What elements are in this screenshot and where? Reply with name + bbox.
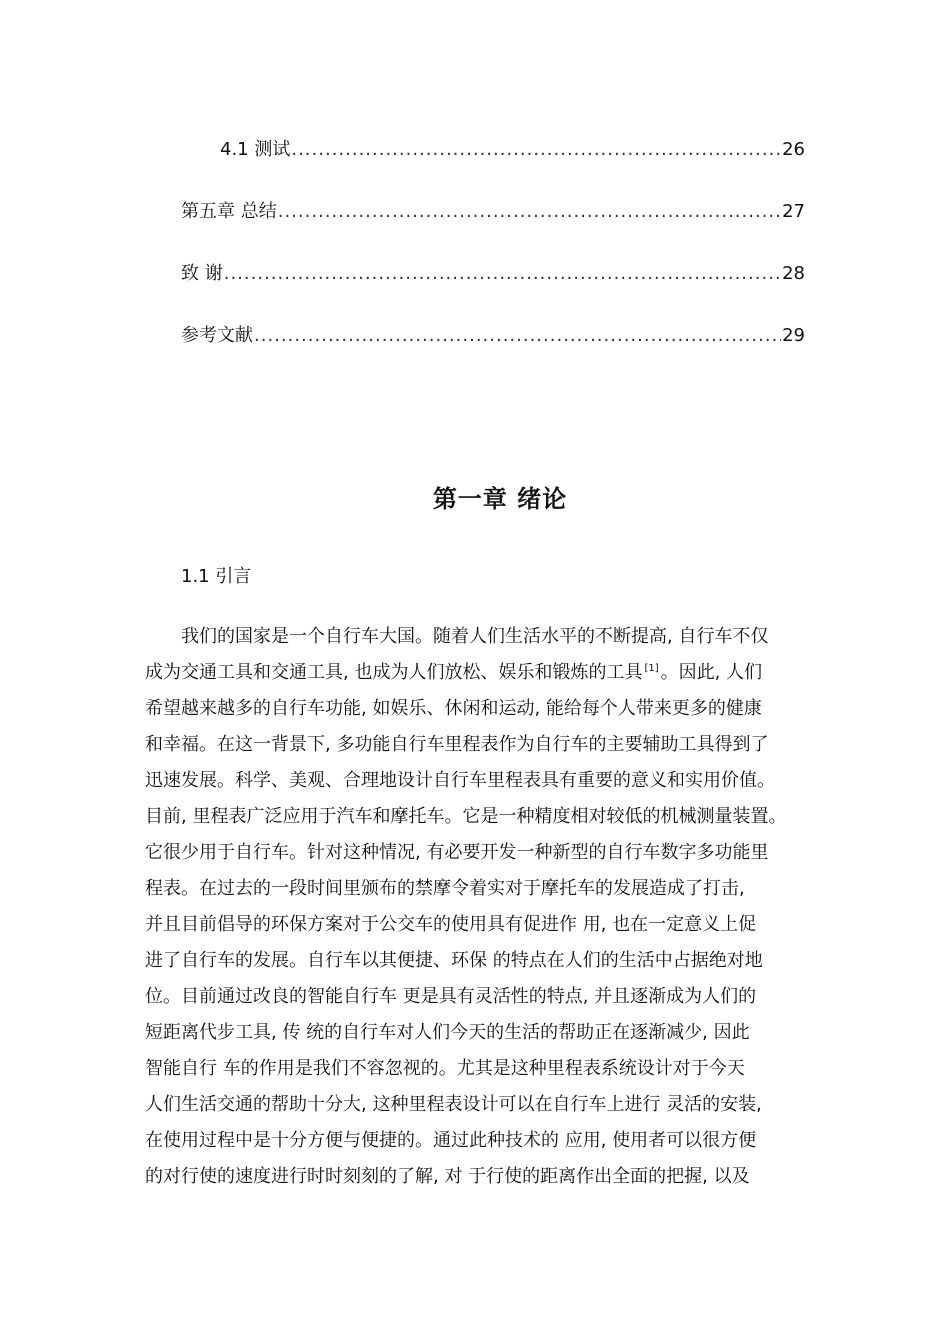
body-line-text: 成为交通工具和交通工具, 也成为人们放松、娱乐和锻炼的工具 xyxy=(145,662,643,683)
body-line: 进了自行车的发展。自行车以其便捷、环保 的特点在人们的生活中占据绝对地 xyxy=(145,950,763,971)
toc-entry-page: 26 xyxy=(782,139,805,160)
body-line: 在使用过程中是十分方便与便捷的。通过此种技术的 应用, 使用者可以很方便 xyxy=(145,1130,757,1151)
body-line: 程表。在过去的一段时间里颁布的禁摩令着实对于摩托车的发展造成了打击, xyxy=(145,878,745,899)
toc-entry-label: 第五章 总结 xyxy=(181,201,277,222)
toc-entry-4-1[interactable] xyxy=(220,138,805,162)
body-line: 并且目前倡导的环保方案对于公交车的使用具有促进作 用, 也在一定意义上促 xyxy=(145,914,757,935)
body-paragraph xyxy=(145,619,835,1195)
toc-entry-references[interactable] xyxy=(181,324,805,348)
body-line: 智能自行 车的作用是我们不容忽视的。尤其是这种里程表系统设计对于今天 xyxy=(145,1058,745,1079)
toc-leader-dots xyxy=(224,262,781,286)
body-line-text: 。因此, 人们 xyxy=(660,662,763,683)
toc-entry-acknowledgements[interactable] xyxy=(181,262,805,286)
body-line: 位。目前通过改良的智能自行车 更是具有灵活性的特点, 并且逐渐成为人们的 xyxy=(145,986,757,1007)
body-line: 它很少用于自行车。针对这种情况, 有必要开发一种新型的自行车数字多功能里 xyxy=(145,842,769,863)
toc-entry-page: 27 xyxy=(782,201,805,222)
body-line: 迅速发展。科学、美观、合理地设计自行车里程表具有重要的意义和实用价值。 xyxy=(145,770,775,791)
body-line: 的对行使的速度进行时时刻刻的了解, 对 于行使的距离作出全面的把握, 以及 xyxy=(145,1166,750,1187)
toc-leader-dots xyxy=(278,200,781,224)
body-line: 希望越来越多的自行车功能, 如娱乐、休闲和运动, 能给每个人带来更多的健康 xyxy=(145,698,762,719)
toc-entry-chapter-5[interactable] xyxy=(181,200,805,224)
toc-entry-label: 参考文献 xyxy=(181,325,253,346)
body-line: 短距离代步工具, 传 统的自行车对人们今天的生活的帮助正在逐渐减少, 因此 xyxy=(145,1022,750,1043)
toc-entry-label: 致 谢 xyxy=(181,263,223,284)
toc-entry-page: 29 xyxy=(782,325,805,346)
toc-leader-dots xyxy=(254,324,781,348)
body-line: 我们的国家是一个自行车大国。随着人们生活水平的不断提高, 自行车不仅 xyxy=(181,626,769,647)
body-line: 人们生活交通的帮助十分大, 这种里程表设计可以在自行车上进行 灵活的安装, xyxy=(145,1094,762,1115)
toc-entry-label: 4.1 测试 xyxy=(220,139,291,160)
section-heading: 1.1 引言 xyxy=(181,566,252,587)
body-line xyxy=(145,655,835,691)
body-line: 和幸福。在这一背景下, 多功能自行车里程表作为自行车的主要辅助工具得到了 xyxy=(145,734,769,755)
body-line: 目前, 里程表广泛应用于汽车和摩托车。它是一种精度相对较低的机械测量装置。 xyxy=(145,806,787,827)
toc-entry-page: 28 xyxy=(782,263,805,284)
toc-leader-dots xyxy=(291,138,781,162)
chapter-title: 第一章 绪论 xyxy=(432,485,568,513)
citation-marker[interactable]: [1] xyxy=(644,663,659,674)
